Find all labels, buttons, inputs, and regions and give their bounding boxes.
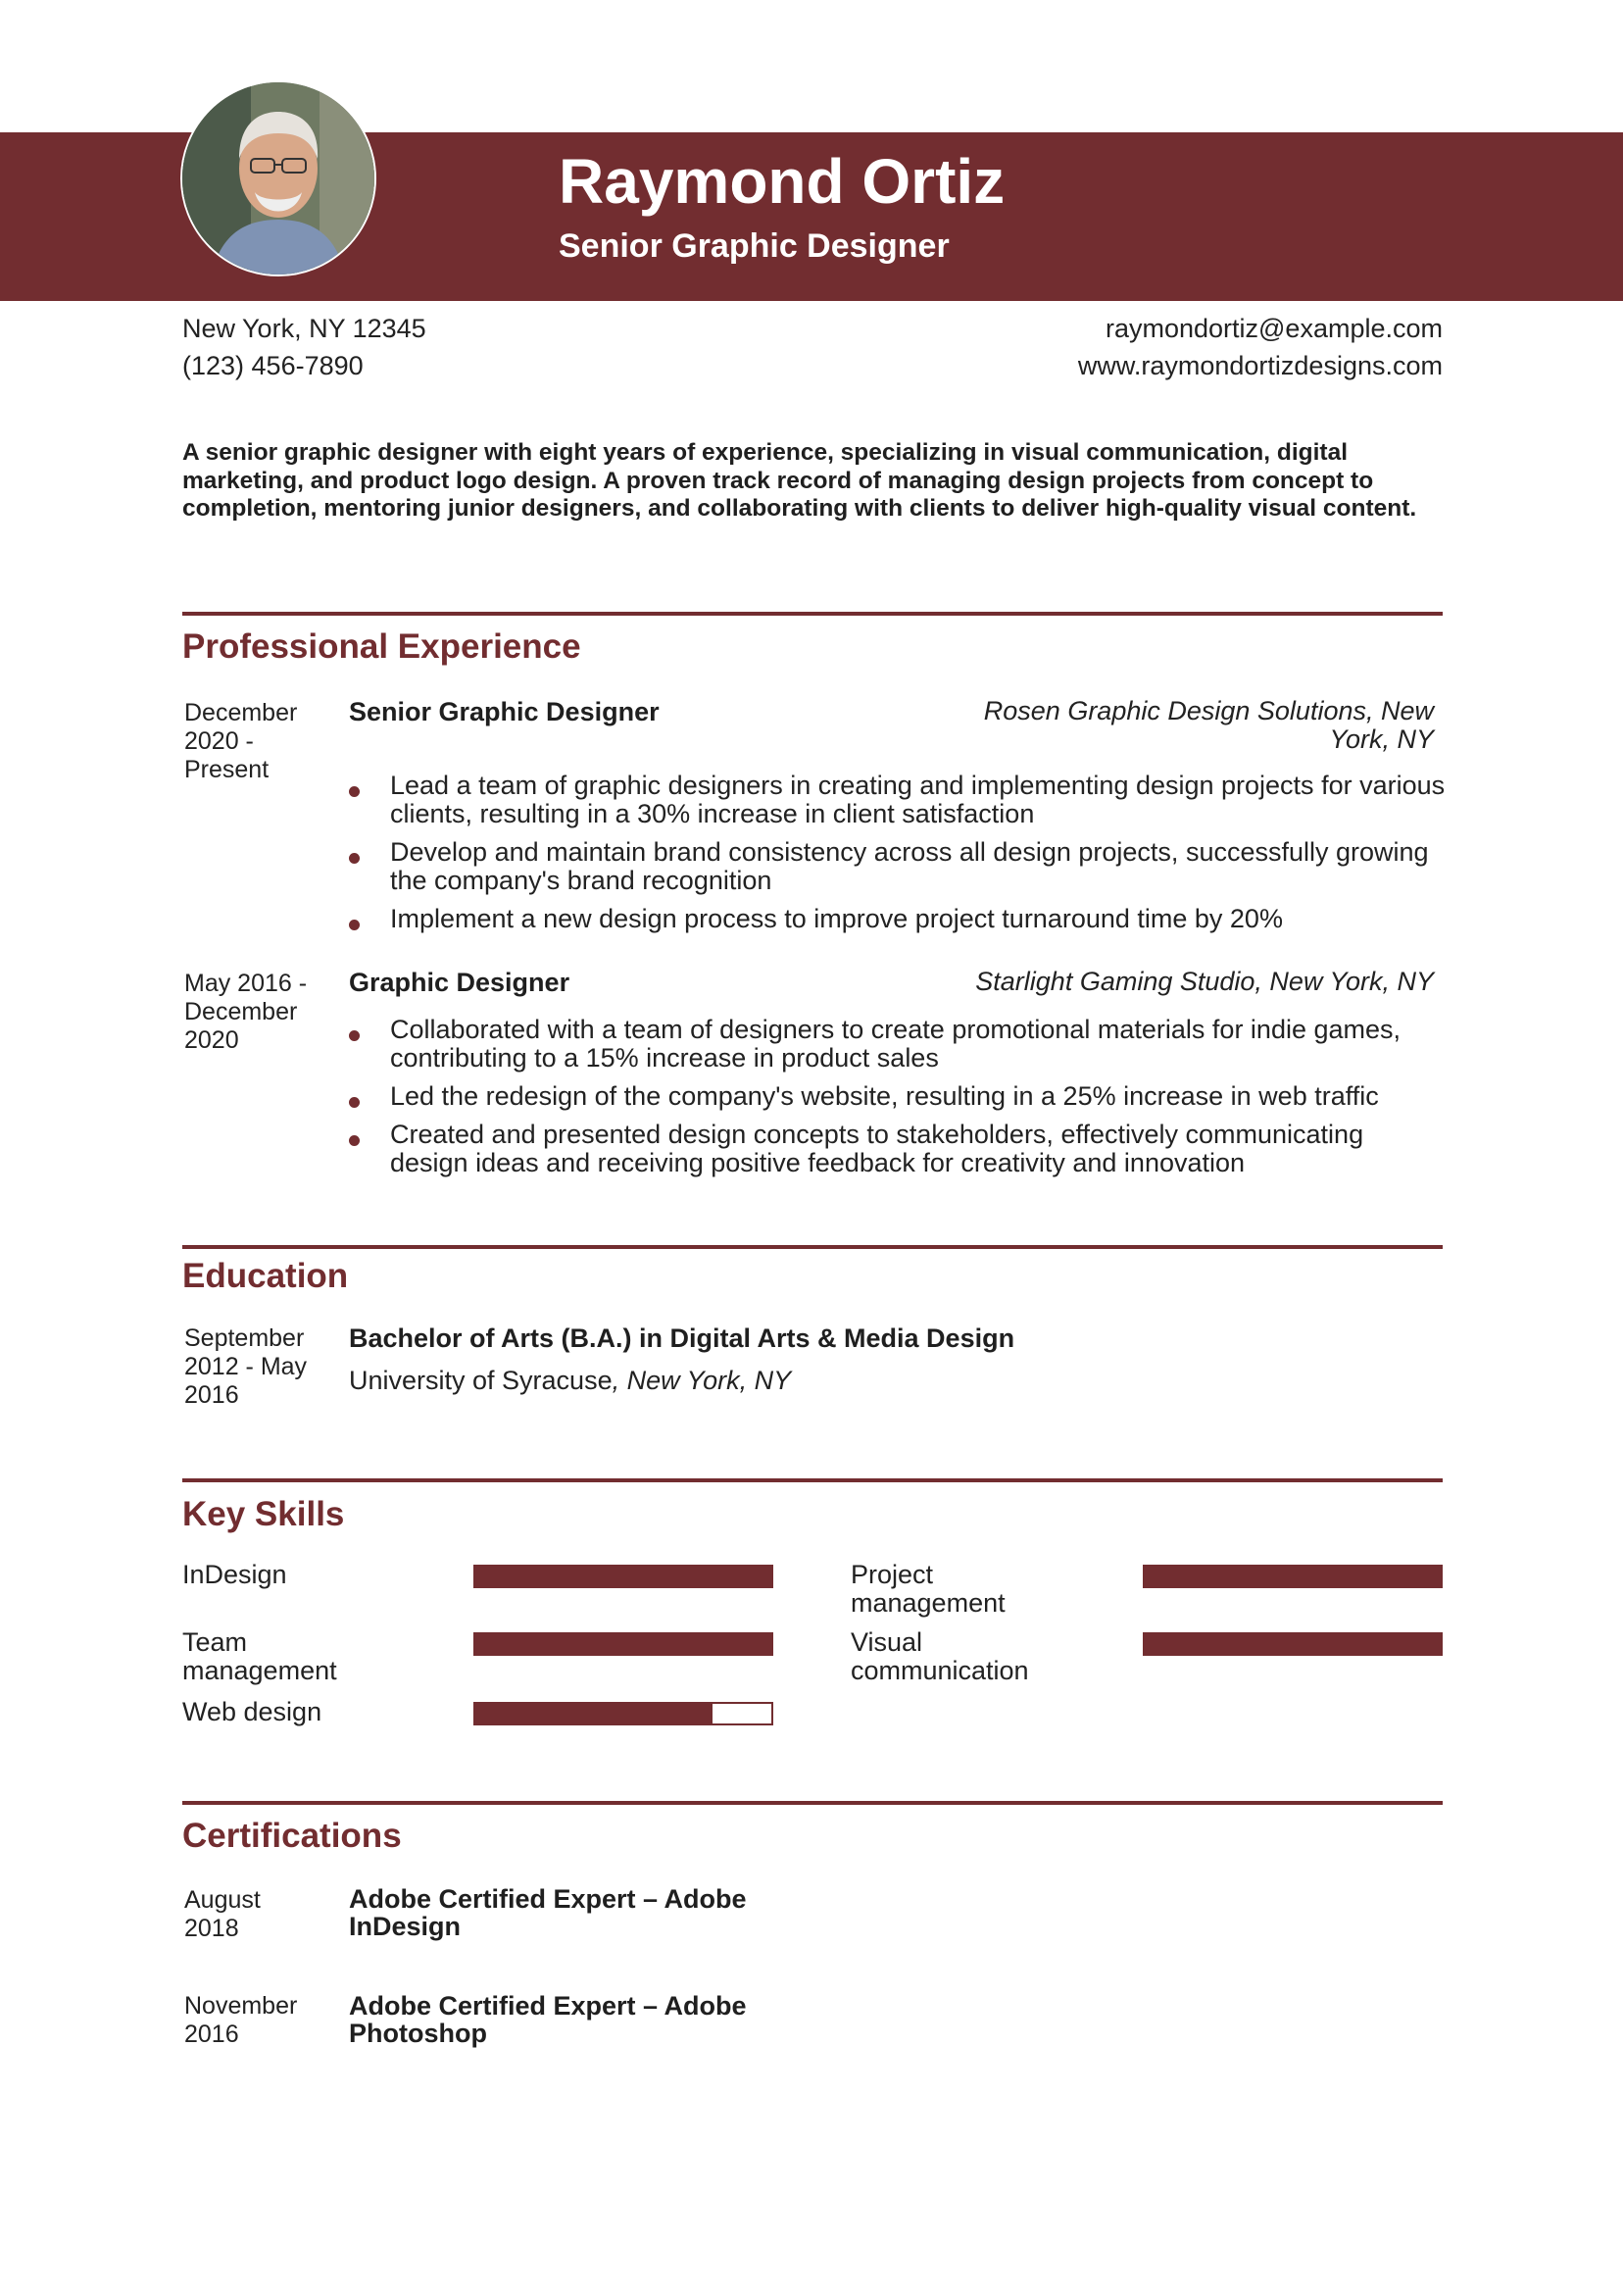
section-title-experience: Professional Experience	[182, 627, 581, 666]
certification-title: Adobe Certified Expert – Adobe Photoshop	[349, 1991, 747, 2048]
skill-bar	[473, 1632, 773, 1656]
job-company: Rosen Graphic Design Solutions, New York, NY	[983, 696, 1434, 754]
profile-photo	[180, 80, 376, 276]
bullet-icon	[349, 1097, 360, 1108]
candidate-name: Raymond Ortiz	[559, 146, 1006, 217]
bullet-icon	[349, 1030, 360, 1041]
job-title: Graphic Designer	[349, 968, 570, 997]
skill-label: InDesign	[182, 1560, 287, 1589]
section-title-certifications: Certifications	[182, 1817, 402, 1855]
job-date: May 2016 - December 2020	[184, 970, 308, 1054]
skill-bar	[473, 1702, 773, 1725]
list-item: Implement a new design process to improve project turnaround time by 20%	[349, 905, 1447, 933]
list-item: Created and presented design concepts to stakeholders, effectively communicating design ideas and receiving positive feedback for creativity and innovation	[349, 1121, 1447, 1177]
job-company: Starlight Gaming Studio, New York, NY	[975, 967, 1434, 996]
contact-website[interactable]: www.raymondortizdesigns.com	[1077, 351, 1443, 380]
contact-left	[182, 310, 426, 384]
skill-label: Project management	[851, 1560, 1006, 1618]
job-title: Senior Graphic Designer	[349, 697, 660, 726]
contact-location: New York, NY 12345	[182, 314, 426, 343]
bullet-icon	[349, 853, 360, 864]
bullet-icon	[349, 1135, 360, 1146]
skill-bar	[473, 1565, 773, 1588]
list-item: Led the redesign of the company's website, resulting in a 25% increase in web traffic	[349, 1082, 1447, 1111]
skill-bar-fill	[1145, 1567, 1441, 1586]
skill-bar	[1143, 1565, 1443, 1588]
candidate-title: Senior Graphic Designer	[559, 227, 950, 265]
section-title-skills: Key Skills	[182, 1495, 345, 1533]
job-date: December 2020 - Present	[184, 699, 298, 783]
certification-date: November 2016	[184, 1992, 298, 2048]
skill-label: Visual communication	[851, 1627, 1029, 1685]
skill-bar-fill	[1145, 1634, 1441, 1654]
education-school: University of Syracuse, New York, NY	[349, 1366, 792, 1395]
bullet-icon	[349, 786, 360, 797]
education-degree: Bachelor of Arts (B.A.) in Digital Arts & Media Design	[349, 1323, 1015, 1353]
section-divider	[182, 1245, 1443, 1249]
skill-bar-fill	[475, 1567, 771, 1586]
summary: A senior graphic designer with eight years of experience, specializing in visual communication, digital marketing, and product logo design. A proven track record of managing design projects from concept to completion, mentoring junior designers, and collaborating with clients to deliver high-quality visual content.	[182, 439, 1417, 522]
contact-phone: (123) 456-7890	[182, 351, 364, 380]
skill-bar-fill	[475, 1634, 771, 1654]
bullet-icon	[349, 920, 360, 930]
education-date: September 2012 - May 2016	[184, 1324, 308, 1409]
skill-bar	[1143, 1632, 1443, 1656]
list-item: Lead a team of graphic designers in creating and implementing design projects for various clients, resulting in a 30% increase in client satisfaction	[349, 772, 1447, 828]
list-item: Develop and maintain brand consistency across all design projects, successfully growing the company's brand recognition	[349, 838, 1447, 895]
contact-right	[980, 310, 1443, 384]
certification-title: Adobe Certified Expert – Adobe InDesign	[349, 1884, 747, 1941]
section-divider	[182, 612, 1443, 616]
certification-date: August 2018	[184, 1886, 261, 1942]
job-bullets	[349, 772, 1447, 943]
section-divider	[182, 1801, 1443, 1805]
section-divider	[182, 1478, 1443, 1482]
skill-label: Web design	[182, 1697, 322, 1726]
job-bullets	[349, 1016, 1447, 1187]
list-item: Collaborated with a team of designers to create promotional materials for indie games, contributing to a 15% increase in product sales	[349, 1016, 1447, 1073]
contact-email[interactable]: raymondortiz@example.com	[1105, 314, 1443, 343]
section-title-education: Education	[182, 1257, 349, 1295]
skill-bar-fill	[475, 1704, 713, 1723]
skill-label: Team management	[182, 1627, 337, 1685]
